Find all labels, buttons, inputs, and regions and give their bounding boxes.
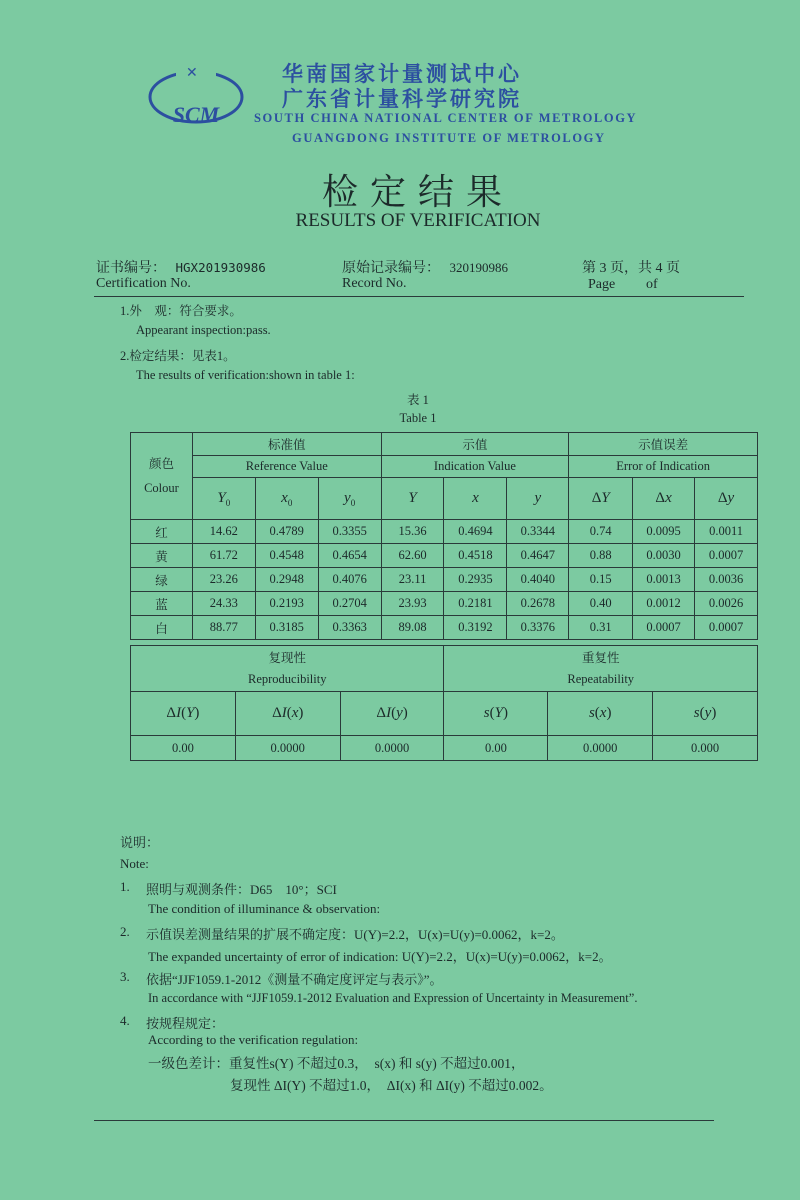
cell-x: 0.3192: [444, 616, 507, 640]
ind-header-en: Indication Value: [381, 456, 569, 478]
cell-x: 0.2935: [444, 568, 507, 592]
item1-cn: 1.外 观：符合要求。: [120, 304, 242, 318]
ref-header-cn: 标准值: [192, 433, 381, 456]
note4-cn: 按规程规定：: [146, 1016, 225, 1031]
cell-dY: 0.88: [569, 544, 633, 568]
note1-num: 1.: [120, 879, 130, 894]
cell-Y: 89.08: [381, 616, 444, 640]
col-Y0: $Y_0$: [192, 478, 255, 520]
col-y0: $y_0$: [318, 478, 381, 520]
table-row: [131, 568, 758, 592]
note1-cn: 照明与观测条件：D65 10°；SCI: [146, 882, 337, 897]
note3-cn: 依据“JJF1059.1-2012《测量不确定度评定与表示》”。: [146, 972, 443, 987]
err-header-en: Error of Indication: [569, 456, 758, 478]
note2-cn: 示值误差测量结果的扩展不确定度：U(Y)=2.2，U(x)=U(y)=0.0062，k=2。: [146, 927, 564, 942]
header-divider: [94, 296, 744, 297]
item2-cn: 2.检定结果：见表1。: [120, 349, 236, 363]
table-caption-en: Table 1: [399, 411, 437, 425]
note4-num: 4.: [120, 1013, 130, 1028]
note2-num: 2.: [120, 924, 130, 939]
cell-y: 0.4647: [507, 544, 569, 568]
table-row: [131, 544, 758, 568]
table-row: [131, 616, 758, 640]
cell-Y0: 61.72: [192, 544, 255, 568]
cell-Y: 62.60: [381, 544, 444, 568]
cell-dy: 0.0011: [695, 520, 758, 544]
cell-y: 0.4040: [507, 568, 569, 592]
col-dY: ΔY: [569, 478, 633, 520]
cell-y0: 0.2704: [318, 592, 381, 616]
cell-Y: 23.93: [381, 592, 444, 616]
colour-header-cn: 颜色: [148, 457, 174, 471]
cert-number-cn: [96, 257, 266, 277]
record-label-cn: 原始记录编号：: [342, 261, 440, 276]
cell-dy: 0.0036: [695, 568, 758, 592]
col-dlx: ΔI(x): [235, 692, 340, 736]
cell-dY: 0.31: [569, 616, 633, 640]
cell-colour: 蓝: [131, 592, 193, 616]
of-label-en: of: [646, 277, 658, 292]
cell-dx: 0.0012: [633, 592, 695, 616]
title-en: RESULTS OF VERIFICATION: [295, 210, 541, 231]
repro-table: [130, 645, 758, 761]
cell-Y: 23.11: [381, 568, 444, 592]
cell-y: 0.3344: [507, 520, 569, 544]
cell-dx: 0.0013: [633, 568, 695, 592]
col-dx: Δx: [633, 478, 695, 520]
cell-dx: 0.0030: [633, 544, 695, 568]
ref-header-en: Reference Value: [192, 456, 381, 478]
cell-dY: 0.74: [569, 520, 633, 544]
cert-label-en: Certification No.: [96, 276, 191, 291]
cell-x: 0.4694: [444, 520, 507, 544]
val-dlY: 0.00: [131, 736, 236, 761]
org-name-cn-1: 华南国家计量测试中心: [282, 62, 522, 86]
cell-y0: 0.4076: [318, 568, 381, 592]
ind-header-cn: 示值: [381, 433, 569, 456]
table-row: [131, 592, 758, 616]
cell-dx: 0.0095: [633, 520, 695, 544]
org-name-en-1: SOUTH CHINA NATIONAL CENTER OF METROLOGY: [254, 111, 638, 125]
org-name-en-2: GUANGDONG INSTITUTE OF METROLOGY: [292, 131, 606, 145]
cell-x: 0.2181: [444, 592, 507, 616]
col-dly: ΔI(y): [340, 692, 444, 736]
col-dlY: ΔI(Y): [131, 692, 236, 736]
cell-Y: 15.36: [381, 520, 444, 544]
cell-Y0: 14.62: [192, 520, 255, 544]
item1-en: Appearant inspection:pass.: [136, 323, 271, 337]
colour-header: [131, 433, 193, 520]
svg-text:✕: ✕: [186, 64, 198, 80]
col-sY: s(Y): [444, 692, 548, 736]
cell-Y0: 23.26: [192, 568, 255, 592]
cell-colour: 绿: [131, 568, 193, 592]
repeat-header-en: Repeatability: [444, 669, 758, 692]
note4-en: According to the verification regulation:: [148, 1032, 359, 1047]
col-x0: $x_0$: [255, 478, 318, 520]
logo-text: SCM: [172, 102, 220, 127]
repro-header-en: Reproducibility: [131, 669, 444, 692]
cell-colour: 红: [131, 520, 193, 544]
page-number-cn: 第 3 页，共 4 页: [582, 261, 680, 276]
cell-Y0: 88.77: [192, 616, 255, 640]
note1-en: The condition of illuminance & observation:: [148, 901, 381, 916]
scm-logo: [146, 62, 246, 132]
cert-number: HGX201930986: [175, 260, 266, 275]
note-label-en: Note:: [120, 856, 149, 871]
cell-dx: 0.0007: [633, 616, 695, 640]
cell-y: 0.2678: [507, 592, 569, 616]
cell-x0: 0.4789: [255, 520, 318, 544]
note4-line1: 一级色差计：重复性s(Y) 不超过0.3， s(x) 和 s(y) 不超过0.001，: [148, 1056, 525, 1071]
cell-y0: 0.3363: [318, 616, 381, 640]
table-row: [131, 520, 758, 544]
col-x: x: [444, 478, 507, 520]
cell-x0: 0.2948: [255, 568, 318, 592]
cell-dY: 0.40: [569, 592, 633, 616]
note3-num: 3.: [120, 969, 130, 984]
cell-Y0: 24.33: [192, 592, 255, 616]
col-sy: s(y): [653, 692, 758, 736]
note3-en: In accordance with “JJF1059.1-2012 Evaluation and Expression of Uncertainty in Measurement”.: [148, 991, 638, 1005]
cell-x0: 0.3185: [255, 616, 318, 640]
cell-dy: 0.0026: [695, 592, 758, 616]
cell-y0: 0.3355: [318, 520, 381, 544]
verification-table: [130, 432, 758, 640]
org-name-cn-2: 广东省计量科学研究院: [282, 87, 522, 111]
cell-colour: 白: [131, 616, 193, 640]
cell-x: 0.4518: [444, 544, 507, 568]
cell-dy: 0.0007: [695, 616, 758, 640]
record-number-cn: [342, 257, 508, 277]
cell-dy: 0.0007: [695, 544, 758, 568]
err-header-cn: 示值误差: [569, 433, 758, 456]
cell-dY: 0.15: [569, 568, 633, 592]
cell-x0: 0.2193: [255, 592, 318, 616]
note4-line2: 复现性 ΔI(Y) 不超过1.0， ΔI(x) 和 ΔI(y) 不超过0.002。: [230, 1078, 553, 1093]
colour-header-en: Colour: [144, 481, 179, 495]
col-dy: Δy: [695, 478, 758, 520]
cell-x0: 0.4548: [255, 544, 318, 568]
col-y: y: [507, 478, 569, 520]
val-dly: 0.0000: [340, 736, 444, 761]
title-cn: 检定结果: [321, 172, 514, 212]
note-label-cn: 说明：: [120, 835, 160, 850]
record-number: 320190986: [449, 260, 508, 275]
cell-y: 0.3376: [507, 616, 569, 640]
cell-y0: 0.4654: [318, 544, 381, 568]
val-sy: 0.000: [653, 736, 758, 761]
item2-en: The results of verification:shown in table 1:: [136, 368, 355, 382]
note2-en: The expanded uncertainty of error of indication: U(Y)=2.2，U(x)=U(y)=0.0062，k=2。: [148, 949, 612, 964]
footer-divider: [94, 1120, 714, 1121]
repro-header-cn: 复现性: [131, 646, 444, 669]
record-label-en: Record No.: [342, 276, 407, 291]
table-caption-cn: 表 1: [407, 393, 429, 407]
col-sx: s(x): [548, 692, 653, 736]
page-label-en: Page: [588, 277, 616, 292]
col-Y: Y: [381, 478, 444, 520]
cert-label-cn: 证书编号：: [96, 261, 166, 276]
val-sx: 0.0000: [548, 736, 653, 761]
repeat-header-cn: 重复性: [444, 646, 758, 669]
cell-colour: 黄: [131, 544, 193, 568]
val-sY: 0.00: [444, 736, 548, 761]
val-dlx: 0.0000: [235, 736, 340, 761]
